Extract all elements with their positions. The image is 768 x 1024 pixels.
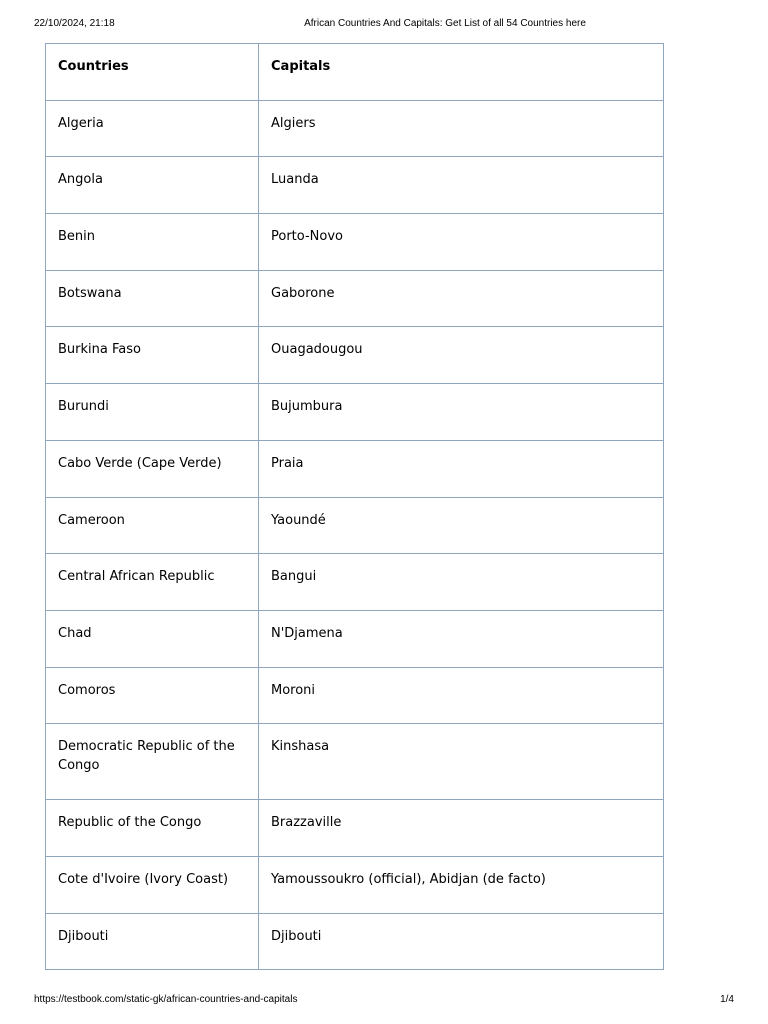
country-cell: Cote d'Ivoire (Ivory Coast) — [46, 856, 259, 913]
table-row — [46, 800, 664, 857]
capital-cell: Brazzaville — [259, 800, 664, 857]
table-row — [46, 724, 664, 800]
table-row — [46, 270, 664, 327]
country-cell: Burkina Faso — [46, 327, 259, 384]
capital-cell: Bujumbura — [259, 384, 664, 441]
table-row — [46, 856, 664, 913]
table-row — [46, 214, 664, 271]
country-cell: Cameroon — [46, 497, 259, 554]
table-row — [46, 610, 664, 667]
table-row — [46, 157, 664, 214]
print-header — [0, 0, 768, 44]
capital-cell: Algiers — [259, 100, 664, 157]
table-row — [46, 554, 664, 611]
table-row — [46, 327, 664, 384]
table-row — [46, 497, 664, 554]
capital-cell: Kinshasa — [259, 724, 664, 800]
column-header-countries: Countries — [46, 44, 259, 101]
table-row — [46, 384, 664, 441]
column-header-capitals: Capitals — [259, 44, 664, 101]
table-row — [46, 667, 664, 724]
print-url: https://testbook.com/static-gk/african-countries-and-capitals — [34, 994, 298, 1005]
capital-cell: Bangui — [259, 554, 664, 611]
country-cell: Angola — [46, 157, 259, 214]
table-header-row — [46, 44, 664, 101]
country-cell: Comoros — [46, 667, 259, 724]
print-datetime: 22/10/2024, 21:18 — [34, 18, 115, 29]
table-row — [46, 440, 664, 497]
country-cell: Central African Republic — [46, 554, 259, 611]
countries-table-container — [45, 43, 663, 970]
capital-cell: Porto-Novo — [259, 214, 664, 271]
table-row — [46, 913, 664, 970]
country-cell: Algeria — [46, 100, 259, 157]
capital-cell: Yaoundé — [259, 497, 664, 554]
country-cell: Djibouti — [46, 913, 259, 970]
page-number: 1/4 — [720, 994, 734, 1005]
country-cell: Republic of the Congo — [46, 800, 259, 857]
capital-cell: Moroni — [259, 667, 664, 724]
capital-cell: Luanda — [259, 157, 664, 214]
capital-cell: Praia — [259, 440, 664, 497]
country-cell: Democratic Republic of the Congo — [46, 724, 259, 800]
capital-cell: Ouagadougou — [259, 327, 664, 384]
country-cell: Chad — [46, 610, 259, 667]
country-cell: Botswana — [46, 270, 259, 327]
capital-cell: Yamoussoukro (official), Abidjan (de facto) — [259, 856, 664, 913]
capital-cell: Gaborone — [259, 270, 664, 327]
country-cell: Burundi — [46, 384, 259, 441]
country-cell: Benin — [46, 214, 259, 271]
print-title: African Countries And Capitals: Get List of all 54 Countries here — [304, 18, 586, 29]
capital-cell: Djibouti — [259, 913, 664, 970]
countries-capitals-table — [45, 43, 664, 970]
capital-cell: N'Djamena — [259, 610, 664, 667]
country-cell: Cabo Verde (Cape Verde) — [46, 440, 259, 497]
table-row — [46, 100, 664, 157]
